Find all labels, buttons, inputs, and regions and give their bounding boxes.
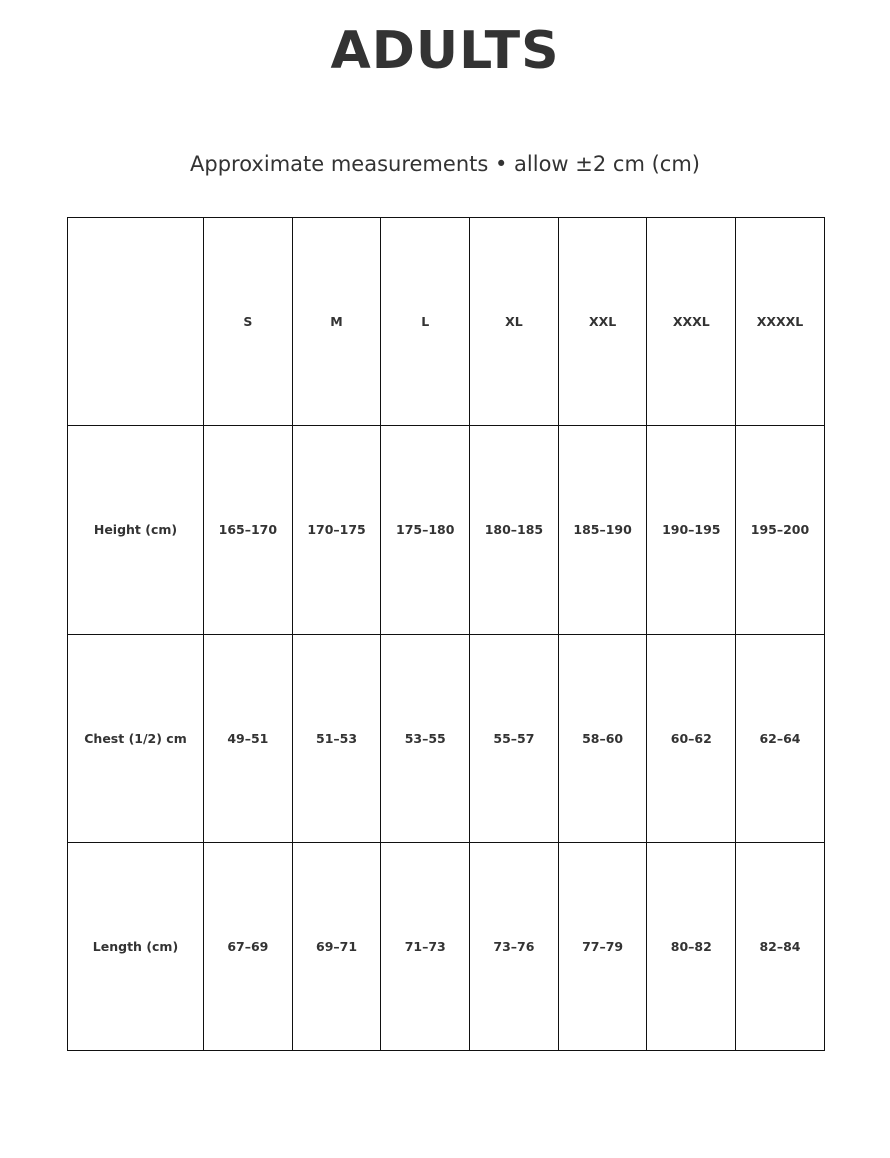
table-cell: 51–53 — [292, 634, 381, 842]
header-corner-cell — [68, 218, 204, 426]
row-label-length: Length (cm) — [68, 842, 204, 1050]
header-size-xxl: XXL — [558, 218, 647, 426]
table-cell: 73–76 — [470, 842, 559, 1050]
table-cell: 62–64 — [736, 634, 825, 842]
header-size-xxxl: XXXL — [647, 218, 736, 426]
header-size-m: M — [292, 218, 381, 426]
page-subtitle: Approximate measurements • allow ±2 cm (cm) — [190, 152, 700, 176]
table-row-height — [68, 426, 825, 634]
table-cell: 185–190 — [558, 426, 647, 634]
table-cell: 49–51 — [204, 634, 293, 842]
table-cell: 69–71 — [292, 842, 381, 1050]
table-cell: 60–62 — [647, 634, 736, 842]
table-cell: 77–79 — [558, 842, 647, 1050]
table-cell: 165–170 — [204, 426, 293, 634]
header-size-s: S — [204, 218, 293, 426]
table-cell: 190–195 — [647, 426, 736, 634]
table-header-row — [68, 218, 825, 426]
table-cell: 53–55 — [381, 634, 470, 842]
table-row-chest — [68, 634, 825, 842]
row-label-height: Height (cm) — [68, 426, 204, 634]
table-row-length — [68, 842, 825, 1050]
table-cell: 170–175 — [292, 426, 381, 634]
table-cell: 67–69 — [204, 842, 293, 1050]
table-cell: 180–185 — [470, 426, 559, 634]
table-cell: 71–73 — [381, 842, 470, 1050]
table-cell: 80–82 — [647, 842, 736, 1050]
page-title: ADULTS — [330, 21, 560, 81]
table-cell: 195–200 — [736, 426, 825, 634]
header-size-l: L — [381, 218, 470, 426]
header-size-xl: XL — [470, 218, 559, 426]
table-cell: 58–60 — [558, 634, 647, 842]
table-cell: 82–84 — [736, 842, 825, 1050]
size-chart-table — [67, 217, 825, 1051]
table-cell: 55–57 — [470, 634, 559, 842]
table-cell: 175–180 — [381, 426, 470, 634]
header-size-xxxxl: XXXXL — [736, 218, 825, 426]
row-label-chest: Chest (1/2) cm — [68, 634, 204, 842]
